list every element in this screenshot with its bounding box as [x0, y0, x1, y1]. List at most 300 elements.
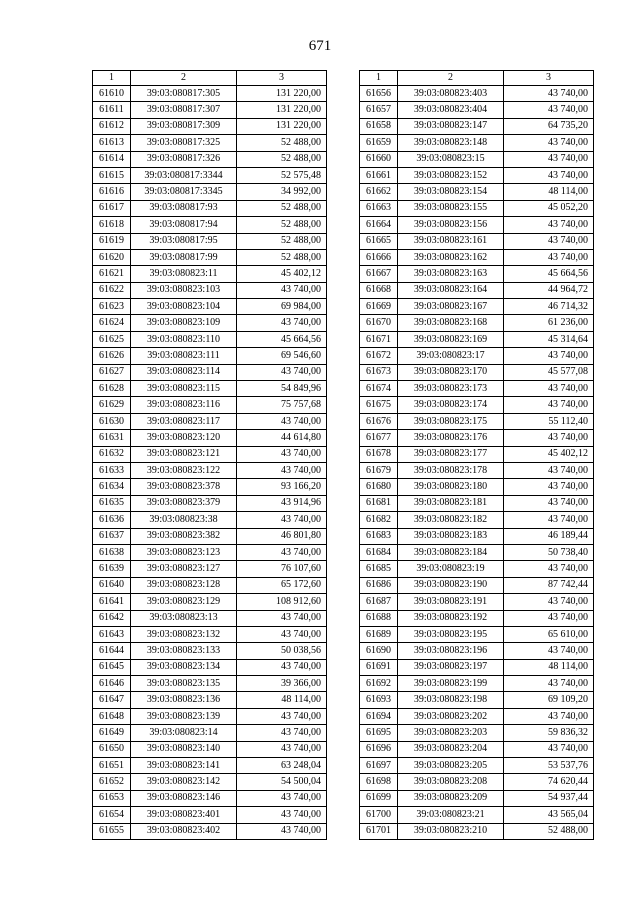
row-number-cell: 61662 — [360, 184, 398, 200]
value-cell: 43 740,00 — [504, 397, 594, 413]
cadastral-number-cell: 39:03:080823:104 — [131, 299, 237, 315]
value-cell: 43 740,00 — [504, 102, 594, 118]
cadastral-number-cell: 39:03:080823:190 — [398, 577, 504, 593]
table-row — [360, 315, 594, 331]
table-body-left — [93, 86, 327, 840]
row-number-cell: 61657 — [360, 102, 398, 118]
table-row — [93, 823, 327, 839]
value-cell: 74 620,44 — [504, 774, 594, 790]
value-cell: 43 740,00 — [504, 430, 594, 446]
cadastral-number-cell: 39:03:080823:139 — [131, 708, 237, 724]
cadastral-number-cell: 39:03:080823:142 — [131, 774, 237, 790]
cadastral-number-cell: 39:03:080823:103 — [131, 282, 237, 298]
table-row — [93, 151, 327, 167]
row-number-cell: 61621 — [93, 266, 131, 282]
cadastral-number-cell: 39:03:080823:135 — [131, 676, 237, 692]
row-number-cell: 61644 — [93, 643, 131, 659]
value-cell: 45 402,12 — [237, 266, 327, 282]
value-cell: 43 740,00 — [237, 741, 327, 757]
row-number-cell: 61684 — [360, 544, 398, 560]
value-cell: 45 577,08 — [504, 364, 594, 380]
cadastral-number-cell: 39:03:080823:162 — [398, 249, 504, 265]
value-cell: 43 740,00 — [504, 233, 594, 249]
row-number-cell: 61611 — [93, 102, 131, 118]
table-row — [360, 774, 594, 790]
value-cell: 87 742,44 — [504, 577, 594, 593]
table-row — [93, 528, 327, 544]
value-cell: 108 912,60 — [237, 594, 327, 610]
cadastral-number-cell: 39:03:080823:210 — [398, 823, 504, 839]
row-number-cell: 61660 — [360, 151, 398, 167]
row-number-cell: 61637 — [93, 528, 131, 544]
table-row — [93, 266, 327, 282]
row-number-cell: 61618 — [93, 217, 131, 233]
value-cell: 75 757,68 — [237, 397, 327, 413]
table-row — [360, 741, 594, 757]
table-row — [93, 659, 327, 675]
column-header-1: 1 — [360, 71, 398, 86]
value-cell: 43 914,96 — [237, 495, 327, 511]
cadastral-number-cell: 39:03:080823:164 — [398, 282, 504, 298]
row-number-cell: 61629 — [93, 397, 131, 413]
column-header-1: 1 — [93, 71, 131, 86]
value-cell: 43 740,00 — [237, 659, 327, 675]
table-row — [360, 708, 594, 724]
value-cell: 76 107,60 — [237, 561, 327, 577]
table-row — [360, 299, 594, 315]
row-number-cell: 61639 — [93, 561, 131, 577]
column-header-2: 2 — [131, 71, 237, 86]
row-number-cell: 61638 — [93, 544, 131, 560]
row-number-cell: 61613 — [93, 135, 131, 151]
table-row — [93, 807, 327, 823]
row-number-cell: 61683 — [360, 528, 398, 544]
row-number-cell: 61677 — [360, 430, 398, 446]
row-number-cell: 61641 — [93, 594, 131, 610]
table-row — [360, 495, 594, 511]
row-number-cell: 61634 — [93, 479, 131, 495]
table-row — [360, 692, 594, 708]
row-number-cell: 61631 — [93, 430, 131, 446]
cadastral-number-cell: 39:03:080823:182 — [398, 512, 504, 528]
cadastral-number-cell: 39:03:080823:111 — [131, 348, 237, 364]
cadastral-number-cell: 39:03:080823:192 — [398, 610, 504, 626]
row-number-cell: 61619 — [93, 233, 131, 249]
table-row — [93, 741, 327, 757]
row-number-cell: 61682 — [360, 512, 398, 528]
table-row — [93, 348, 327, 364]
table-row — [93, 397, 327, 413]
cadastral-number-cell: 39:03:080823:146 — [131, 790, 237, 806]
row-number-cell: 61696 — [360, 741, 398, 757]
cadastral-number-cell: 39:03:080823:404 — [398, 102, 504, 118]
row-number-cell: 61691 — [360, 659, 398, 675]
table-row — [360, 725, 594, 741]
table-row — [360, 446, 594, 462]
table-row — [360, 266, 594, 282]
row-number-cell: 61690 — [360, 643, 398, 659]
cadastral-number-cell: 39:03:080823:19 — [398, 561, 504, 577]
table-row — [93, 512, 327, 528]
cadastral-number-cell: 39:03:080823:191 — [398, 594, 504, 610]
cadastral-number-cell: 39:03:080817:3345 — [131, 184, 237, 200]
table-row — [360, 610, 594, 626]
table-row — [93, 217, 327, 233]
cadastral-number-cell: 39:03:080823:11 — [131, 266, 237, 282]
table-row — [360, 758, 594, 774]
table-row — [93, 315, 327, 331]
cadastral-number-cell: 39:03:080823:17 — [398, 348, 504, 364]
cadastral-number-cell: 39:03:080817:99 — [131, 249, 237, 265]
value-cell: 46 714,32 — [504, 299, 594, 315]
value-cell: 48 114,00 — [504, 184, 594, 200]
value-cell: 54 849,96 — [237, 381, 327, 397]
table-row — [360, 594, 594, 610]
table-row — [93, 86, 327, 102]
table-row — [360, 217, 594, 233]
cadastral-number-cell: 39:03:080823:403 — [398, 86, 504, 102]
cadastral-number-cell: 39:03:080823:136 — [131, 692, 237, 708]
cadastral-number-cell: 39:03:080823:173 — [398, 381, 504, 397]
row-number-cell: 61699 — [360, 790, 398, 806]
cadastral-number-cell: 39:03:080823:169 — [398, 331, 504, 347]
cadastral-number-cell: 39:03:080823:152 — [398, 167, 504, 183]
row-number-cell: 61687 — [360, 594, 398, 610]
cadastral-number-cell: 39:03:080823:122 — [131, 462, 237, 478]
data-table-right — [359, 70, 594, 840]
row-number-cell: 61669 — [360, 299, 398, 315]
row-number-cell: 61622 — [93, 282, 131, 298]
table-row — [93, 643, 327, 659]
value-cell: 55 112,40 — [504, 413, 594, 429]
value-cell: 54 937,44 — [504, 790, 594, 806]
cadastral-number-cell: 39:03:080823:123 — [131, 544, 237, 560]
row-number-cell: 61688 — [360, 610, 398, 626]
row-number-cell: 61672 — [360, 348, 398, 364]
table-row — [93, 413, 327, 429]
table-row — [360, 135, 594, 151]
table-row — [93, 249, 327, 265]
cadastral-number-cell: 39:03:080823:15 — [398, 151, 504, 167]
row-number-cell: 61655 — [93, 823, 131, 839]
row-number-cell: 61656 — [360, 86, 398, 102]
value-cell: 50 038,56 — [237, 643, 327, 659]
row-number-cell: 61666 — [360, 249, 398, 265]
value-cell: 43 740,00 — [237, 626, 327, 642]
value-cell: 59 836,32 — [504, 725, 594, 741]
row-number-cell: 61658 — [360, 118, 398, 134]
row-number-cell: 61624 — [93, 315, 131, 331]
value-cell: 43 740,00 — [237, 544, 327, 560]
cadastral-number-cell: 39:03:080823:147 — [398, 118, 504, 134]
cadastral-number-cell: 39:03:080823:199 — [398, 676, 504, 692]
data-table-left — [92, 70, 327, 840]
table-row — [93, 135, 327, 151]
row-number-cell: 61650 — [93, 741, 131, 757]
value-cell: 43 740,00 — [504, 676, 594, 692]
value-cell: 45 402,12 — [504, 446, 594, 462]
table-row — [360, 151, 594, 167]
table-body-right — [360, 86, 594, 840]
row-number-cell: 61610 — [93, 86, 131, 102]
cadastral-number-cell: 39:03:080823:133 — [131, 643, 237, 659]
cadastral-number-cell: 39:03:080823:163 — [398, 266, 504, 282]
table-row — [360, 167, 594, 183]
table-row — [360, 790, 594, 806]
value-cell: 43 740,00 — [237, 823, 327, 839]
table-row — [93, 790, 327, 806]
value-cell: 43 740,00 — [504, 495, 594, 511]
cadastral-number-cell: 39:03:080823:175 — [398, 413, 504, 429]
value-cell: 65 610,00 — [504, 626, 594, 642]
table-row — [93, 561, 327, 577]
cadastral-number-cell: 39:03:080823:21 — [398, 807, 504, 823]
table-row — [93, 626, 327, 642]
cadastral-number-cell: 39:03:080823:117 — [131, 413, 237, 429]
cadastral-number-cell: 39:03:080823:198 — [398, 692, 504, 708]
value-cell: 52 488,00 — [237, 233, 327, 249]
table-row — [93, 692, 327, 708]
cadastral-number-cell: 39:03:080817:305 — [131, 86, 237, 102]
value-cell: 43 740,00 — [237, 610, 327, 626]
value-cell: 64 735,20 — [504, 118, 594, 134]
row-number-cell: 61653 — [93, 790, 131, 806]
cadastral-number-cell: 39:03:080823:196 — [398, 643, 504, 659]
cadastral-number-cell: 39:03:080823:209 — [398, 790, 504, 806]
row-number-cell: 61647 — [93, 692, 131, 708]
table-row — [360, 233, 594, 249]
row-number-cell: 61673 — [360, 364, 398, 380]
value-cell: 52 488,00 — [237, 217, 327, 233]
cadastral-number-cell: 39:03:080817:3344 — [131, 167, 237, 183]
table-row — [93, 299, 327, 315]
table-row — [360, 659, 594, 675]
cadastral-number-cell: 39:03:080823:205 — [398, 758, 504, 774]
cadastral-number-cell: 39:03:080823:115 — [131, 381, 237, 397]
table-row — [360, 430, 594, 446]
table-row — [93, 610, 327, 626]
table-row — [360, 823, 594, 839]
value-cell: 48 114,00 — [504, 659, 594, 675]
value-cell: 69 109,20 — [504, 692, 594, 708]
value-cell: 43 740,00 — [237, 446, 327, 462]
value-cell: 43 740,00 — [504, 348, 594, 364]
row-number-cell: 61614 — [93, 151, 131, 167]
table-row — [360, 643, 594, 659]
table-row — [93, 430, 327, 446]
table-row — [360, 86, 594, 102]
row-number-cell: 61642 — [93, 610, 131, 626]
table-row — [93, 462, 327, 478]
value-cell: 43 740,00 — [237, 413, 327, 429]
row-number-cell: 61700 — [360, 807, 398, 823]
cadastral-number-cell: 39:03:080823:203 — [398, 725, 504, 741]
row-number-cell: 61636 — [93, 512, 131, 528]
value-cell: 52 488,00 — [504, 823, 594, 839]
cadastral-number-cell: 39:03:080823:168 — [398, 315, 504, 331]
cadastral-number-cell: 39:03:080823:129 — [131, 594, 237, 610]
cadastral-number-cell: 39:03:080823:176 — [398, 430, 504, 446]
cadastral-number-cell: 39:03:080823:116 — [131, 397, 237, 413]
row-number-cell: 61632 — [93, 446, 131, 462]
row-number-cell: 61676 — [360, 413, 398, 429]
cadastral-number-cell: 39:03:080823:127 — [131, 561, 237, 577]
table-row — [93, 495, 327, 511]
value-cell: 43 740,00 — [504, 381, 594, 397]
cadastral-number-cell: 39:03:080823:121 — [131, 446, 237, 462]
table-row — [360, 807, 594, 823]
cadastral-number-cell: 39:03:080823:178 — [398, 462, 504, 478]
cadastral-number-cell: 39:03:080823:161 — [398, 233, 504, 249]
row-number-cell: 61627 — [93, 364, 131, 380]
cadastral-number-cell: 39:03:080823:197 — [398, 659, 504, 675]
row-number-cell: 61679 — [360, 462, 398, 478]
cadastral-number-cell: 39:03:080823:181 — [398, 495, 504, 511]
row-number-cell: 61661 — [360, 167, 398, 183]
cadastral-number-cell: 39:03:080823:132 — [131, 626, 237, 642]
cadastral-number-cell: 39:03:080823:13 — [131, 610, 237, 626]
cadastral-number-cell: 39:03:080823:128 — [131, 577, 237, 593]
table-row — [360, 413, 594, 429]
table-row — [93, 364, 327, 380]
row-number-cell: 61692 — [360, 676, 398, 692]
row-number-cell: 61678 — [360, 446, 398, 462]
value-cell: 52 488,00 — [237, 249, 327, 265]
value-cell: 44 964,72 — [504, 282, 594, 298]
row-number-cell: 61652 — [93, 774, 131, 790]
cadastral-number-cell: 39:03:080817:326 — [131, 151, 237, 167]
cadastral-number-cell: 39:03:080817:95 — [131, 233, 237, 249]
value-cell: 61 236,00 — [504, 315, 594, 331]
cadastral-number-cell: 39:03:080823:140 — [131, 741, 237, 757]
value-cell: 43 740,00 — [504, 249, 594, 265]
value-cell: 43 740,00 — [504, 86, 594, 102]
cadastral-number-cell: 39:03:080823:120 — [131, 430, 237, 446]
value-cell: 52 575,48 — [237, 167, 327, 183]
table-row — [360, 348, 594, 364]
table-row — [360, 561, 594, 577]
cadastral-number-cell: 39:03:080823:195 — [398, 626, 504, 642]
row-number-cell: 61617 — [93, 200, 131, 216]
value-cell: 43 740,00 — [237, 282, 327, 298]
cadastral-number-cell: 39:03:080823:141 — [131, 758, 237, 774]
value-cell: 34 992,00 — [237, 184, 327, 200]
value-cell: 45 052,20 — [504, 200, 594, 216]
value-cell: 39 366,00 — [237, 676, 327, 692]
table-row — [93, 118, 327, 134]
value-cell: 43 740,00 — [504, 151, 594, 167]
value-cell: 131 220,00 — [237, 102, 327, 118]
value-cell: 45 314,64 — [504, 331, 594, 347]
row-number-cell: 61674 — [360, 381, 398, 397]
table-row — [93, 594, 327, 610]
cadastral-number-cell: 39:03:080823:167 — [398, 299, 504, 315]
row-number-cell: 61651 — [93, 758, 131, 774]
row-number-cell: 61675 — [360, 397, 398, 413]
row-number-cell: 61645 — [93, 659, 131, 675]
table-row — [93, 282, 327, 298]
page-number: 671 — [308, 38, 332, 54]
row-number-cell: 61668 — [360, 282, 398, 298]
table-row — [360, 577, 594, 593]
cadastral-number-cell: 39:03:080823:174 — [398, 397, 504, 413]
cadastral-number-cell: 39:03:080817:325 — [131, 135, 237, 151]
value-cell: 43 740,00 — [237, 462, 327, 478]
table-row — [93, 233, 327, 249]
table-row — [93, 725, 327, 741]
value-cell: 43 740,00 — [504, 708, 594, 724]
cadastral-number-cell: 39:03:080823:134 — [131, 659, 237, 675]
row-number-cell: 61626 — [93, 348, 131, 364]
cadastral-number-cell: 39:03:080823:401 — [131, 807, 237, 823]
row-number-cell: 61649 — [93, 725, 131, 741]
cadastral-number-cell: 39:03:080823:202 — [398, 708, 504, 724]
row-number-cell: 61643 — [93, 626, 131, 642]
value-cell: 43 740,00 — [504, 462, 594, 478]
row-number-cell: 61640 — [93, 577, 131, 593]
table-row — [93, 200, 327, 216]
table-row — [360, 184, 594, 200]
table-row — [360, 364, 594, 380]
table-row — [93, 758, 327, 774]
row-number-cell: 61685 — [360, 561, 398, 577]
table-header-row — [360, 71, 594, 86]
value-cell: 52 488,00 — [237, 200, 327, 216]
value-cell: 43 740,00 — [504, 561, 594, 577]
row-number-cell: 61659 — [360, 135, 398, 151]
row-number-cell: 61665 — [360, 233, 398, 249]
value-cell: 46 801,80 — [237, 528, 327, 544]
table-row — [360, 626, 594, 642]
table-row — [93, 479, 327, 495]
value-cell: 44 614,80 — [237, 430, 327, 446]
value-cell: 43 740,00 — [237, 807, 327, 823]
row-number-cell: 61670 — [360, 315, 398, 331]
value-cell: 50 738,40 — [504, 544, 594, 560]
column-header-3: 3 — [237, 71, 327, 86]
table-row — [360, 102, 594, 118]
row-number-cell: 61695 — [360, 725, 398, 741]
cadastral-number-cell: 39:03:080823:109 — [131, 315, 237, 331]
value-cell: 43 740,00 — [504, 135, 594, 151]
row-number-cell: 61694 — [360, 708, 398, 724]
table-row — [360, 479, 594, 495]
value-cell: 43 740,00 — [504, 643, 594, 659]
cadastral-number-cell: 39:03:080823:177 — [398, 446, 504, 462]
table-row — [360, 397, 594, 413]
row-number-cell: 61686 — [360, 577, 398, 593]
table-row — [93, 774, 327, 790]
table-row — [93, 676, 327, 692]
cadastral-number-cell: 39:03:080823:184 — [398, 544, 504, 560]
table-row — [93, 544, 327, 560]
row-number-cell: 61663 — [360, 200, 398, 216]
cadastral-number-cell: 39:03:080823:148 — [398, 135, 504, 151]
table-header-row — [93, 71, 327, 86]
value-cell: 69 546,60 — [237, 348, 327, 364]
value-cell: 43 740,00 — [237, 790, 327, 806]
row-number-cell: 61698 — [360, 774, 398, 790]
value-cell: 43 740,00 — [237, 512, 327, 528]
row-number-cell: 61667 — [360, 266, 398, 282]
cadastral-number-cell: 39:03:080823:110 — [131, 331, 237, 347]
value-cell: 65 172,60 — [237, 577, 327, 593]
value-cell: 43 740,00 — [237, 364, 327, 380]
table-row — [93, 167, 327, 183]
row-number-cell: 61633 — [93, 462, 131, 478]
column-header-3: 3 — [504, 71, 594, 86]
cadastral-number-cell: 39:03:080823:156 — [398, 217, 504, 233]
